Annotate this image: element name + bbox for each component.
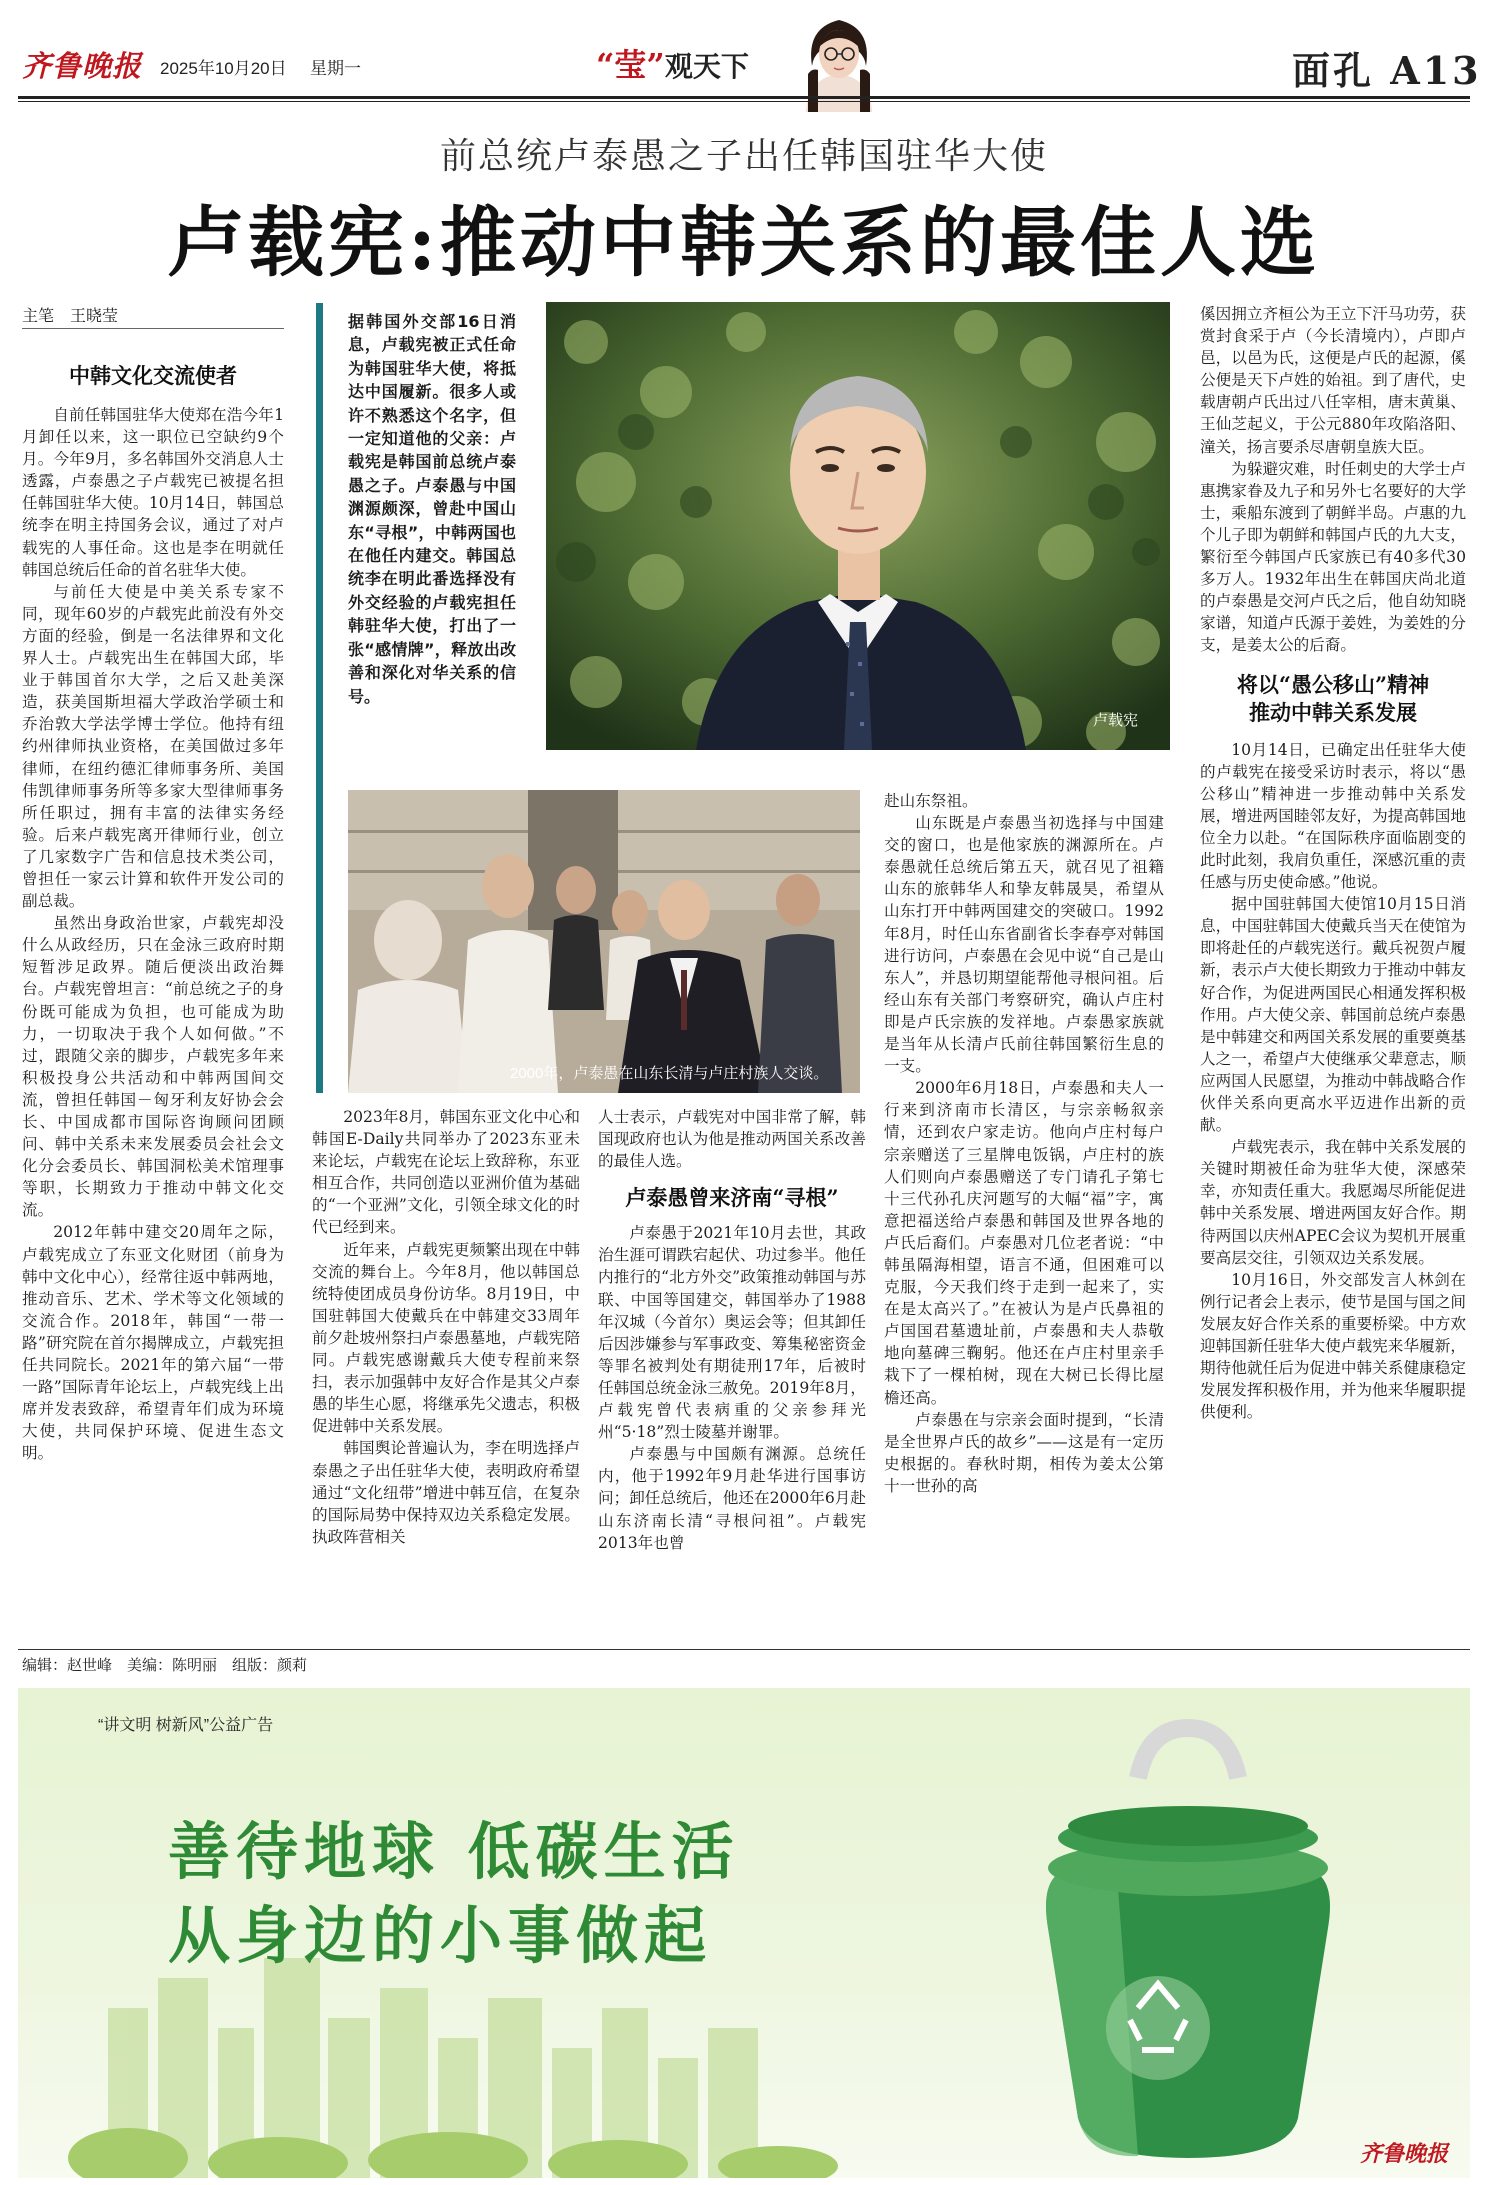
- column-badge: [596, 40, 749, 86]
- column-2: [312, 1106, 580, 1548]
- paragraph: 卢泰愚于2021年10月去世，其政治生涯可谓跌宕起伏、功过参半。他任内推行的“北方外交”政策推动韩国与苏联、中国等国建交，韩国举办了1988年汉城（今首尔）奥运会等；但其卸任后因涉嫌参与军事政变、筹集秘密资金等罪名被判处有期徒刑17年，后被时任韩国总统金泳三赦免。2019年8月，卢载宪曾代表病重的父亲参拜光州“5·18”烈士陵墓并谢罪。: [598, 1224, 866, 1442]
- paragraph: 人士表示，卢载宪对中国非常了解，韩国现政府也认为他是推动两国关系改善的最佳人选。: [598, 1108, 866, 1171]
- photo-caption: 2000年，卢泰愚在山东长清与卢庄村族人交谈。: [510, 1065, 829, 1082]
- ad-slogan-line1: 善待地球 低碳生活: [168, 1815, 740, 1888]
- column-5: [1200, 303, 1466, 1423]
- paragraph: 近年来，卢载宪更频繁出现在中韩交流的舞台上。今年8月，他以韩国总统特使团成员身份访华。8月19日，中国驻韩国大使戴兵在中韩建交33周年前夕赴坡州祭扫卢泰愚墓地，卢载宪陪同。卢载宪感谢戴兵大使专程前来祭扫，表示加强韩中友好合作是其父卢泰愚的毕生心愿，将继承先父遗志，积极促进韩中关系发展。: [312, 1240, 580, 1436]
- article-subtitle: 前总统卢泰愚之子出任韩国驻华大使: [439, 136, 1048, 177]
- historic-photo-icon: [348, 790, 860, 1093]
- paragraph: 2012年韩中建交20周年之际，卢载宪成立了东亚文化财团（前身为韩中文化中心），经常往返中韩两地，推动音乐、艺术、学术等文化领域的交流合作。2018年，韩国“一带一路”研究院在首尔揭牌成立，卢载宪担任共同院长。2021年的第六届“一带一路”国际青年论坛上，卢载宪线上出席并发表致辞，希望青年们成为环境大使，共同保护环境、促进生态文明。: [22, 1223, 284, 1463]
- footer-rule: [18, 1649, 1470, 1650]
- article-title: 卢载宪:推动中韩关系的最佳人选: [167, 198, 1321, 287]
- byline: 主笔 王晓莹: [22, 303, 284, 329]
- paragraph: 自前任韩国驻华大使郑在浩今年1月卸任以来，这一职位已空缺约9个月。今年9月，多名韩国外交消息人士透露，卢泰愚之子卢载宪已被提名担任韩国驻华大使。10月14日，韩国总统李在明主持国务会议，通过了对卢载宪的人事任命。这也是李在明就任韩国总统后任命的首名驻华大使。: [22, 406, 284, 579]
- header-rule: [18, 96, 1470, 99]
- section-heading: 卢泰愚曾来济南“寻根”: [625, 1185, 839, 1211]
- paragraph: 卢载宪表示，我在韩中关系发展的关键时期被任命为驻华大使，深感荣幸，亦知责任重大。我愿竭尽所能促进韩中关系发展、增进两国友好合作。期待两国以庆州APEC会议为契机开展重要高层交往，引领双边关系发展。: [1200, 1138, 1466, 1267]
- header-rule-thin: [18, 101, 1470, 102]
- portrait-photo-icon: [546, 302, 1170, 750]
- column-badge-accent: “莹”: [596, 46, 665, 84]
- column-badge-rest: 观天下: [664, 50, 749, 83]
- lead-accent-bar: [316, 303, 323, 1093]
- column-1: [22, 362, 284, 1465]
- section-heading-line1: 将以“愚公移山”精神: [1236, 671, 1430, 697]
- paragraph: 10月14日，已确定出任驻华大使的卢载宪在接受采访时表示，将以“愚公移山”精神进一步推动韩中关系发展，增进两国睦邻友好，为提高韩国地位全力以赴。“在国际秩序面临剧变的此时此刻，我肩负重任，深感沉重的责任感与历史使命感。”他说。: [1200, 740, 1466, 892]
- paragraph: 卢泰愚在与宗亲会面时提到，“长清是全世界卢氏的故乡”——这是有一定历史根据的。春秋时期，相传为姜太公第十一世孙的高: [884, 1410, 1164, 1495]
- newspaper-brand: 齐鲁晚报: [22, 49, 143, 83]
- ad-slogan-line2: 从身边的小事做起: [168, 1899, 713, 1972]
- paragraph: 2000年6月18日，卢泰愚和夫人一行来到济南市长清区，与宗亲畅叙亲情，还到农户家走访。他向卢庄村每户宗亲赠送了三星牌电饭锅，卢庄村的族人们则向卢泰愚赠送了专门请孔子第七十三代孙孔庆河题写的大幅“福”字，寓意把福送给卢泰愚和韩国及世界各地的卢氏后裔们。卢泰愚对几位老者说：“中韩虽隔海相望，语言不通，但困难可以克服，今天我们终于走到一起来了，实在是太高兴了。”在被认为是卢氏鼻祖的卢国国君墓遗址前，卢泰愚和夫人恭敬地向墓碑三鞠躬。他还在卢庄村里亲手栽下了一棵柏树，现在大树已长得比屋檐还高。: [884, 1079, 1164, 1407]
- paragraph: 山东既是卢泰愚当初选择与中国建交的窗口，也是他家族的渊源所在。卢泰愚就任总统后第五天，就召见了祖籍山东的旅韩华人和挚友韩晟昊，希望从山东打开中韩两国建交的突破口。1992年8月，时任山东省副省长李春亭对韩国进行访问，卢泰愚在会见中说“自己是山东人”，并恳切期望能帮他寻根问祖。后经山东有关部门考察研究，确认卢庄村即是卢氏宗族的发祥地。卢泰愚家族就是当年从长清卢氏前往韩国繁衍生息的一支。: [884, 814, 1164, 1076]
- issue-date: 2025年10月20日: [160, 59, 287, 78]
- public-service-ad: [18, 1688, 1470, 2178]
- paragraph: 10月16日，外交部发言人林剑在例行记者会上表示，使节是国与国之间发展友好合作关系的重要桥梁。中方欢迎韩国新任驻华大使卢载宪来华履新，期待他就任后为促进中韩关系健康稳定发展发挥积极作用，并为他来华履职提供便利。: [1200, 1270, 1466, 1422]
- editors-credit: 编辑：赵世峰 美编：陈明丽 组版：颜莉: [22, 1657, 308, 1674]
- section-page: 面孔 A13: [1292, 48, 1482, 93]
- ad-tag: “讲文明 树新风”公益广告: [98, 1717, 274, 1734]
- ad-brand-logo: 齐鲁晚报: [1359, 2141, 1448, 2167]
- photo-caption: 卢载宪: [1092, 712, 1138, 729]
- paragraph: 据中国驻韩国大使馆10月15日消息，中国驻韩国大使戴兵当天在使馆为即将赴任的卢载宪送行。戴兵祝贺卢履新，表示卢大使长期致力于推动中韩友好合作，为促进两国民心相通发挥积极作用。卢大使父亲、韩国前总统卢泰愚是中韩建交和两国关系发展的重要奠基人之一，希望卢大使继承父辈意志，顺应两国人民愿望，为推动中韩战略合作伙伴关系向更高水平迈进作出新的贡献。: [1200, 895, 1466, 1135]
- issue-weekday: 星期一: [310, 59, 361, 78]
- lead-paragraph: 据韩国外交部16日消息，卢载宪被正式任命为韩国驻华大使，将抵达中国履新。很多人或许不熟悉这个名字，但一定知道他的父亲：卢载宪是韩国前总统卢泰愚之子。卢泰愚与中国渊源颇深，曾赴中国山东“寻根”，中韩两国也在他任内建交。韩国总统李在明此番选择没有外交经验的卢载宪担任韩驻华大使，打出了一张“感情牌”，释放出改善和深化对华关系的信号。: [348, 312, 516, 706]
- section-heading-line2: 推动中韩关系发展: [1249, 699, 1417, 725]
- column-4: [884, 790, 1164, 1497]
- paragraph: 虽然出身政治世家，卢载宪却没什么从政经历，只在金泳三政府时期短暂涉足政界。随后便淡出政治舞台。卢载宪曾坦言：“前总统之子的身份既可能成为负担，也可能成为助力，一切取决于我个人如何做。”不过，跟随父亲的脚步，卢载宪多年来积极投身公共活动和中韩两国间交流，曾担任韩国－匈牙利友好协会会长、中国成都市国际咨询顾问团顾问、韩中关系未来发展委员会社会文化分会委员长、韩国洞松美术馆理事等职，长期致力于推动中韩文化交流。: [22, 914, 284, 1220]
- paragraph: 为躲避灾难，时任刺史的大学士卢惠携家眷及九子和另外七名要好的大学士，乘船东渡到了朝鲜半岛。卢惠的九个儿子即为朝鲜和韩国卢氏的九大支，繁衍至今韩国卢氏家族已有40多代30多万人。1932年出生在韩国庆尚北道的卢泰愚是交河卢氏之后，他自幼知晓家谱，知道卢氏源于姜姓，为姜姓的分支，是姜太公的后裔。: [1200, 459, 1466, 655]
- paragraph: 韩国舆论普遍认为，李在明选择卢泰愚之子出任驻华大使，表明政府希望通过“文化纽带”增进中韩互信，在复杂的国际局势中保持双边关系稳定发展。执政阵营相关: [312, 1439, 580, 1546]
- section-heading: 中韩文化交流使者: [69, 363, 237, 388]
- paragraph: 卢泰愚与中国颇有渊源。总统任内，他于1992年9月赴华进行国事访问；卸任总统后，他还在2000年6月赴山东济南长清“寻根问祖”。卢载宪2013年也曾: [598, 1445, 866, 1552]
- column-3: [598, 1106, 866, 1554]
- paragraph: 与前任大使是中美关系专家不同，现年60岁的卢载宪此前没有外交方面的经验，倒是一名法律界和文化界人士。卢载宪出生在韩国大邱，毕业于韩国首尔大学，之后又赴美深造，获美国斯坦福大学政治学硕士和乔治敦大学法学博士学位。他持有纽约州律师执业资格，在美国做过多年律师，在纽约德汇律师事务所、美国伟凯律师事务所等多家大型律师事务所任职过，拥有丰富的法律实务经验。后来卢载宪离开律师行业，创立了几家数字广告和信息技术类公司，曾担任一家云计算和软件开发公司的副总裁。: [22, 582, 284, 911]
- photo-historic: [348, 790, 860, 1093]
- photo-portrait: [546, 302, 1170, 750]
- paragraph: 2023年8月，韩国东亚文化中心和韩国E-Daily共同举办了2023东亚未来论坛，卢载宪在论坛上致辞称，东亚相互合作，共同创造以亚洲价值为基础的“一个亚洲”文化，引领全球文化的时代已经到来。: [312, 1108, 580, 1237]
- paragraph: 傒因拥立齐桓公为王立下汗马功劳，获赏封食采于卢（今长清境内），卢即卢邑，以邑为氏，这便是卢氏的起源，傒公便是天下卢姓的始祖。到了唐代，史载唐朝卢氏出过八任宰相，唐末黄巢、王仙芝起义，于公元880年攻陷洛阳、潼关，扬言要杀尽唐朝皇族大臣。: [1200, 305, 1466, 456]
- paragraph: 赴山东祭祖。: [884, 792, 978, 810]
